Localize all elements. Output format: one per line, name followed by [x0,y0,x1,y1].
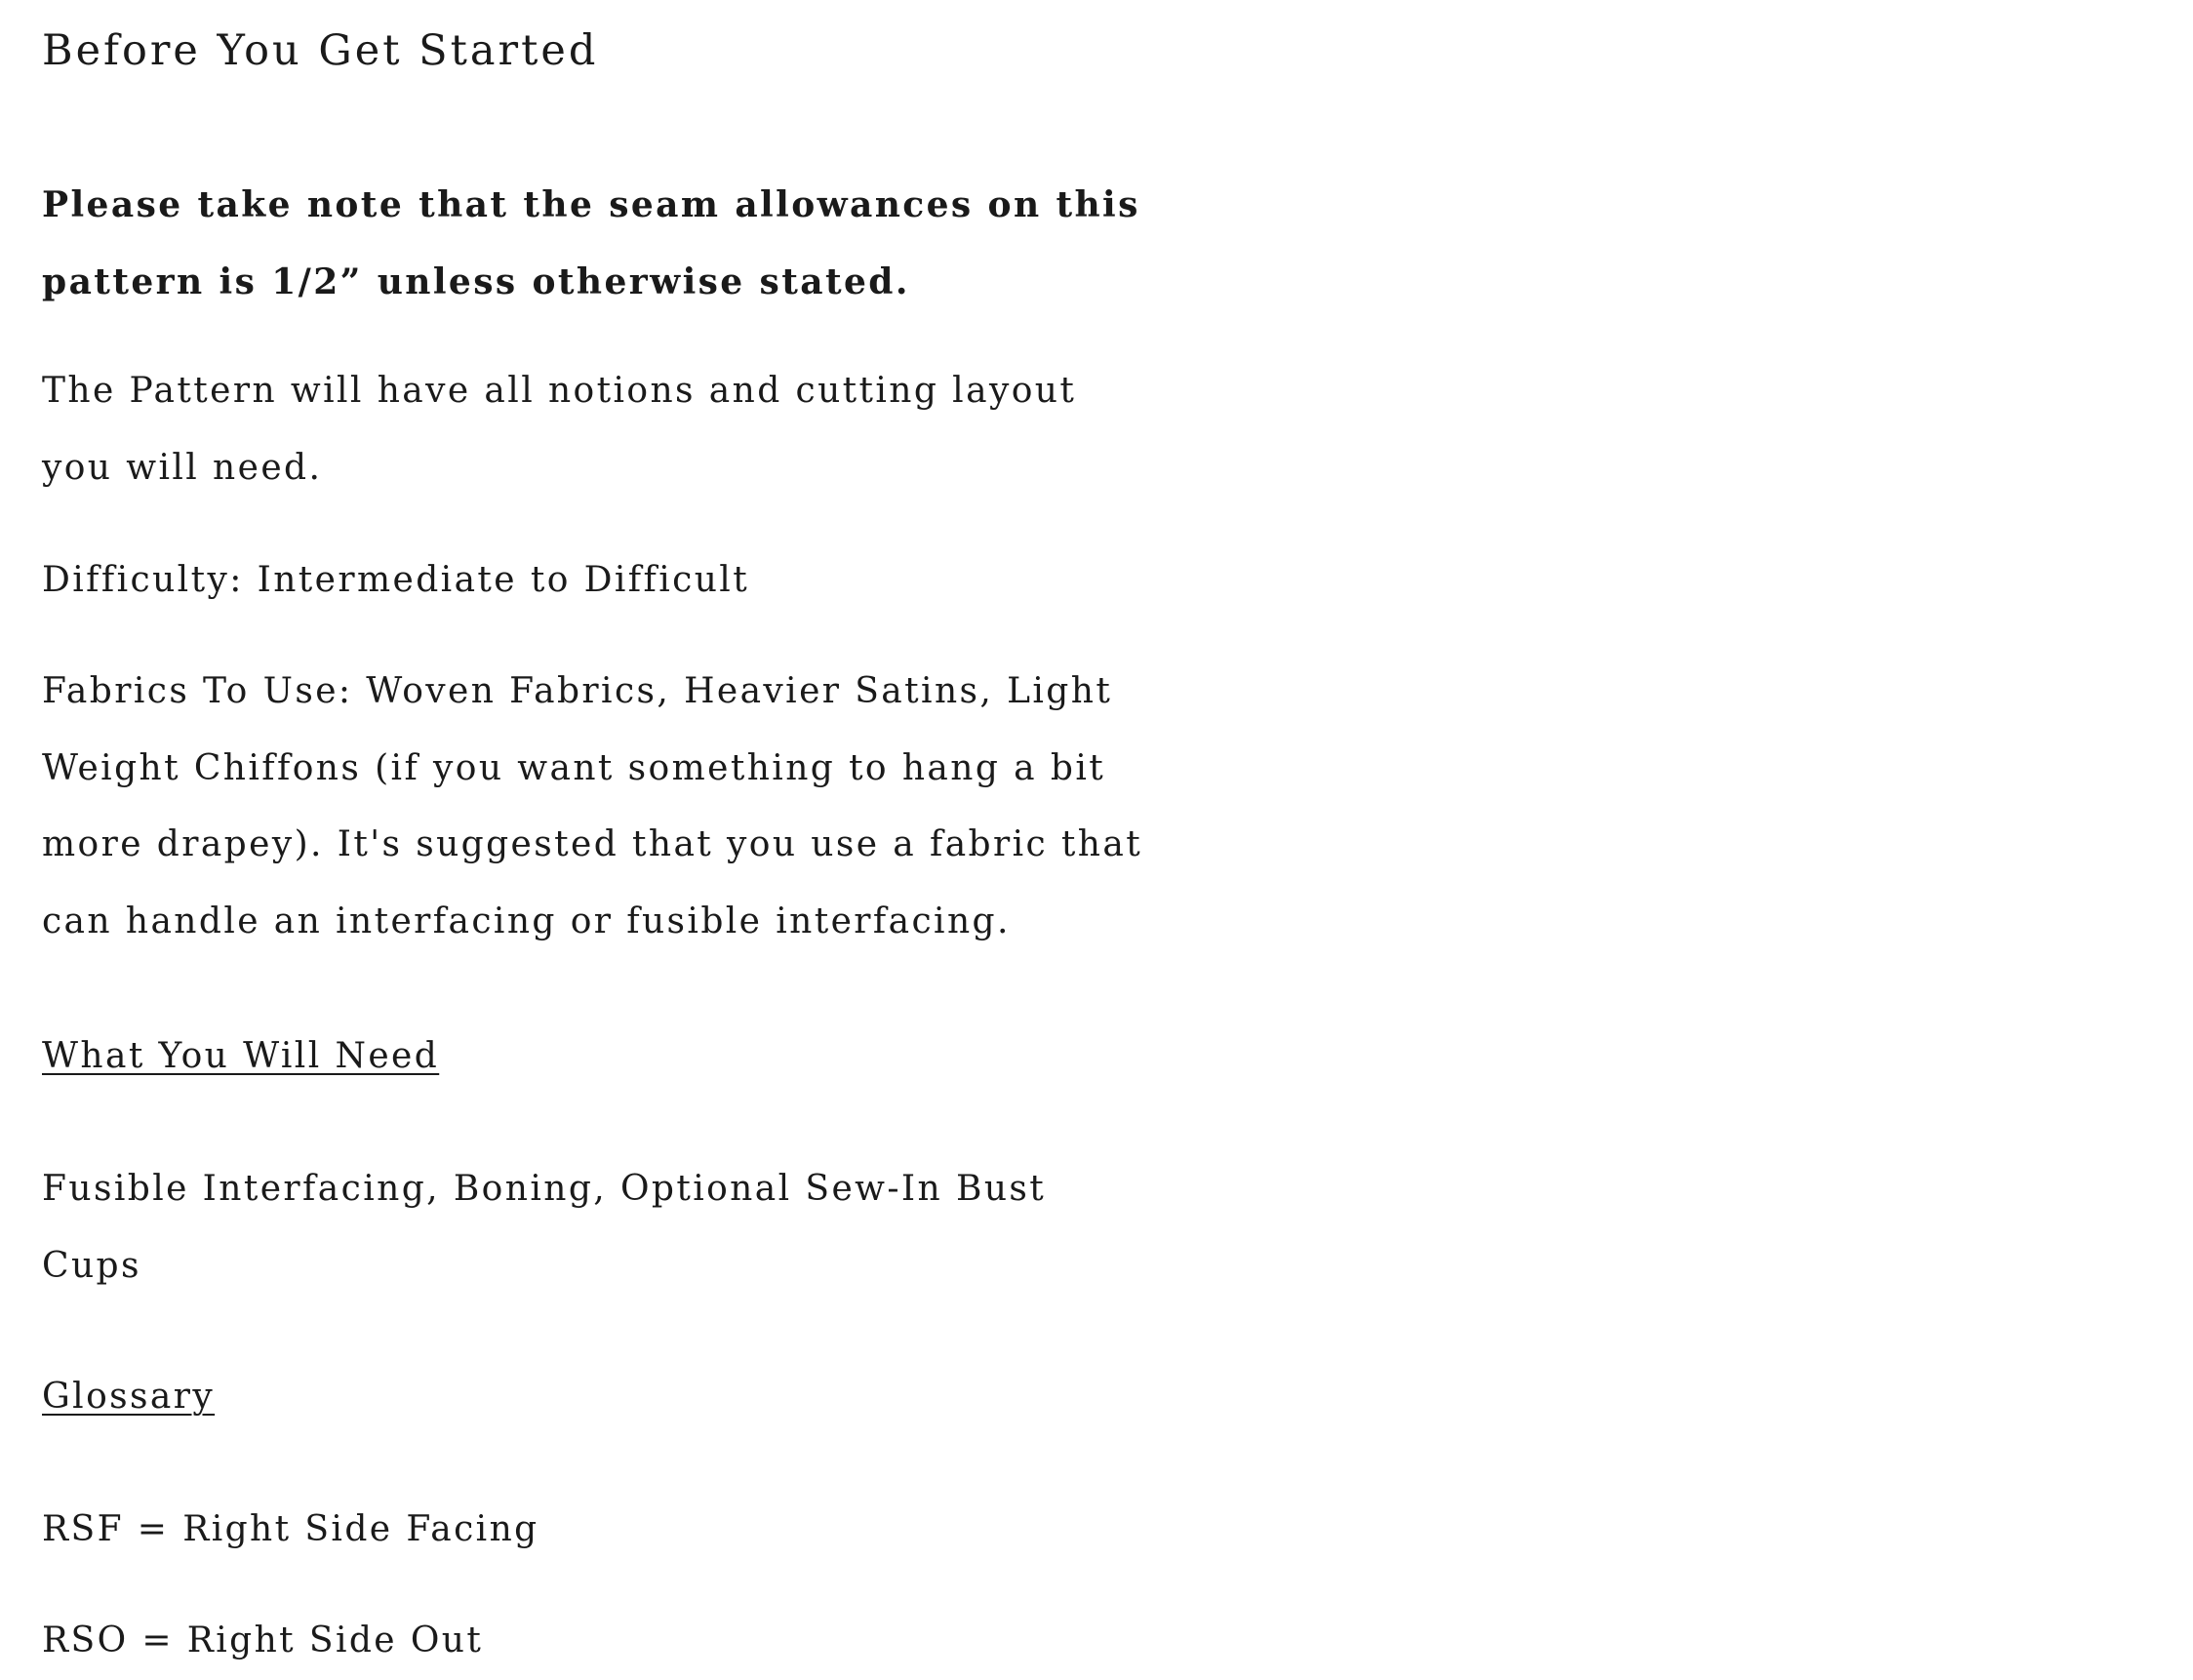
notions-note: The Pattern will have all notions and cutting layout you will need. [42,371,1077,488]
glossary-item-rso: RSO = Right Side Out [42,1620,484,1660]
difficulty-line: Difficulty: Intermediate to Difficult [42,560,750,600]
glossary-heading: Glossary [42,1377,216,1417]
fabrics-paragraph: Fabrics To Use: Woven Fabrics, Heavier Satins, Light Weight Chiffons (if you want something to hang a bit more drapey). It's suggested that you use a fabric that can handle an interfacing or fusible interfacing. [42,671,1143,941]
what-you-need-heading: What You Will Need [42,1036,440,1076]
glossary-item-rsf: RSF = Right Side Facing [42,1509,539,1549]
seam-allowance-note: Please take note that the seam allowances on this pattern is 1/2” unless otherwise stated. [42,184,1140,302]
needs-list: Fusible Interfacing, Boning, Optional Sew-In Bust Cups [42,1169,1047,1286]
page-title: Before You Get Started [42,26,599,75]
